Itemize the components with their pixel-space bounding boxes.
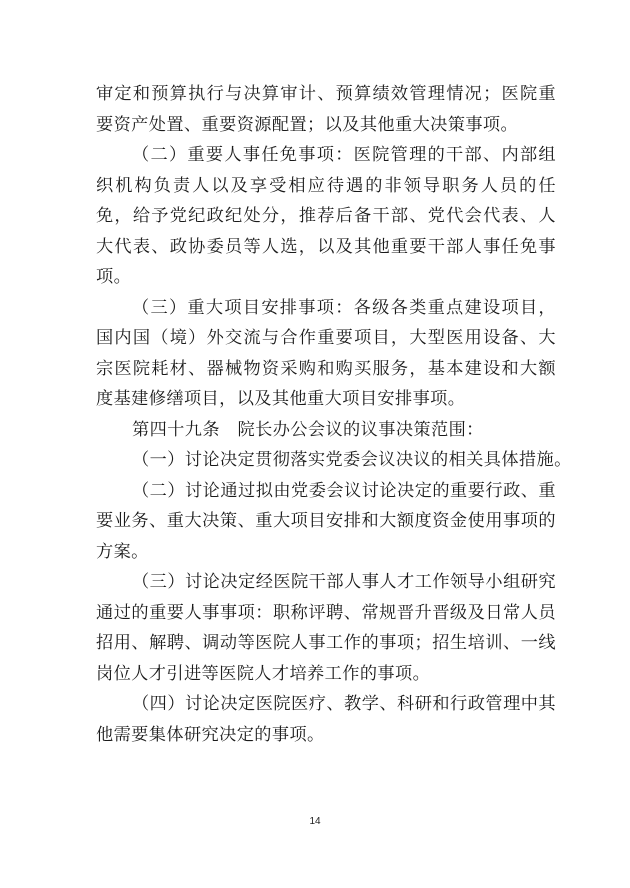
paragraph-line: 度基建修缮项目，以及其他重大项目安排事项。 — [96, 389, 466, 409]
paragraph-line: 通过的重要人事事项：职称评聘、常规晋升晋级及日常人员 — [96, 602, 556, 623]
document-body — [96, 79, 572, 750]
paragraph-line: 审定和预算执行与决算审计、预算绩效管理情况；医院重 — [96, 84, 556, 104]
paragraph-line: 要资产处置、重要资源配置；以及其他重大决策事项。 — [96, 114, 519, 135]
page-number: 14 — [309, 816, 321, 827]
paragraph-line: （三）讨论决定经医院干部人事人才工作领导小组研究 — [132, 572, 556, 592]
paragraph-line: 国内国（境）外交流与合作重要项目，大型医用设备、大 — [96, 328, 556, 348]
article-heading-line: 第四十九条 院长办公会议的议事决策范围： — [132, 419, 484, 440]
paragraph-line: 免，给予党纪政纪处分，推荐后备干部、党代会代表、人 — [96, 206, 556, 226]
paragraph-line: 项。 — [96, 267, 132, 287]
paragraph-line: 宗医院耗材、器械物资采购和购买服务，基本建设和大额 — [96, 358, 556, 379]
paragraph-line: （三）重大项目安排事项：各级各类重点建设项目， — [132, 297, 556, 318]
paragraph-line: 他需要集体研究决定的事项。 — [96, 724, 325, 745]
paragraph-line: 要业务、重大决策、重大项目安排和大额度资金使用事项的 — [96, 511, 556, 531]
paragraph-line: 招用、解聘、调动等医院人事工作的事项；招生培训、一线 — [96, 633, 556, 653]
paragraph-line: 大代表、政协委员等人选，以及其他重要干部人事任免事 — [96, 236, 556, 257]
paragraph-line: 方案。 — [96, 541, 149, 562]
paragraph-line: （二）重要人事任免事项：医院管理的干部、内部组 — [132, 145, 556, 165]
paragraph-line: （一）讨论决定贯彻落实党委会议决议的相关具体措施。 — [132, 450, 572, 470]
paragraph-line: （二）讨论通过拟由党委会议讨论决定的重要行政、重 — [132, 480, 556, 501]
paragraph-line: （四）讨论决定医院医疗、教学、科研和行政管理中其 — [132, 694, 556, 714]
paragraph-line: 织机构负责人以及享受相应待遇的非领导职务人员的任 — [96, 175, 556, 196]
paragraph-line: 岗位人才引进等医院人才培养工作的事项。 — [96, 663, 431, 684]
